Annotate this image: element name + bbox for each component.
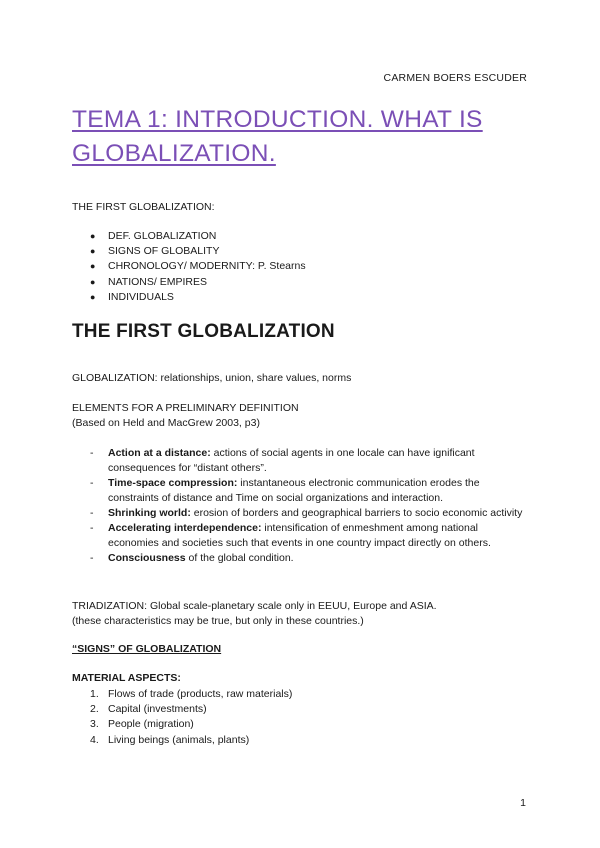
list-item: - Shrinking world: erosion of borders and geographical barriers to socio economic activity: [90, 507, 523, 519]
triadization-note: (these characteristics may be true, but only in these countries.): [72, 615, 364, 627]
list-item: - Time-space compression: instantaneous electronic communication erodes the constraints of distance and Time on social organizations and interaction.: [90, 477, 480, 504]
dash-marker: -: [90, 447, 94, 459]
intro-bullet-list: [90, 229, 306, 305]
section-heading: THE FIRST GLOBALIZATION: [72, 321, 335, 342]
list-item: 3. People (migration): [90, 718, 194, 731]
dash-marker: -: [90, 522, 94, 534]
bullet-icon: ●: [90, 276, 96, 287]
material-aspects-heading: MATERIAL ASPECTS:: [72, 672, 181, 684]
list-item: 2. Capital (investments): [90, 703, 207, 716]
bullet-icon: ●: [90, 291, 96, 302]
bullet-icon: ●: [90, 231, 96, 241]
list-item: - Consciousness of the global condition.: [90, 552, 294, 564]
author-name: CARMEN BOERS ESCUDER: [383, 72, 527, 84]
list-item: ● CHRONOLOGY/ MODERNITY: P. Stearns: [90, 259, 306, 274]
list-item: ● SIGNS OF GLOBALITY: [90, 244, 306, 259]
dash-marker: -: [90, 507, 94, 519]
page-number: 1: [520, 797, 526, 809]
triadization-line: TRIADIZATION: Global scale-planetary scale only in EEUU, Europe and ASIA.: [72, 600, 437, 612]
dash-marker: -: [90, 477, 94, 489]
list-item: - Accelerating interdependence: intensification of enmeshment among national economies and societies such that events in one country impact directly on others.: [90, 522, 491, 549]
globalization-definition: GLOBALIZATION: relationships, union, share values, norms: [72, 372, 352, 384]
elements-heading: ELEMENTS FOR A PRELIMINARY DEFINITION: [72, 402, 299, 414]
list-item: ● DEF. GLOBALIZATION: [90, 229, 306, 244]
elements-source: (Based on Held and MacGrew 2003, p3): [72, 417, 260, 429]
page-title: TEMA 1: INTRODUCTION. WHAT IS GLOBALIZATION.: [72, 106, 483, 167]
list-item: ● INDIVIDUALS: [90, 290, 306, 305]
dash-marker: -: [90, 552, 94, 564]
list-item: ● NATIONS/ EMPIRES: [90, 275, 306, 290]
list-item: 1. Flows of trade (products, raw materials): [90, 688, 293, 700]
definition-list: [90, 446, 530, 566]
list-item: 4. Living beings (animals, plants): [90, 733, 250, 746]
intro-heading: THE FIRST GLOBALIZATION:: [72, 201, 215, 213]
signs-heading: “SIGNS” OF GLOBALIZATION: [72, 643, 222, 655]
list-item: - Action at a distance: actions of social agents in one locale can have ignificant consequences for “distant others”.: [90, 447, 475, 474]
bullet-icon: ●: [90, 261, 96, 272]
material-aspects-list: [90, 687, 292, 748]
bullet-icon: ●: [90, 246, 96, 257]
